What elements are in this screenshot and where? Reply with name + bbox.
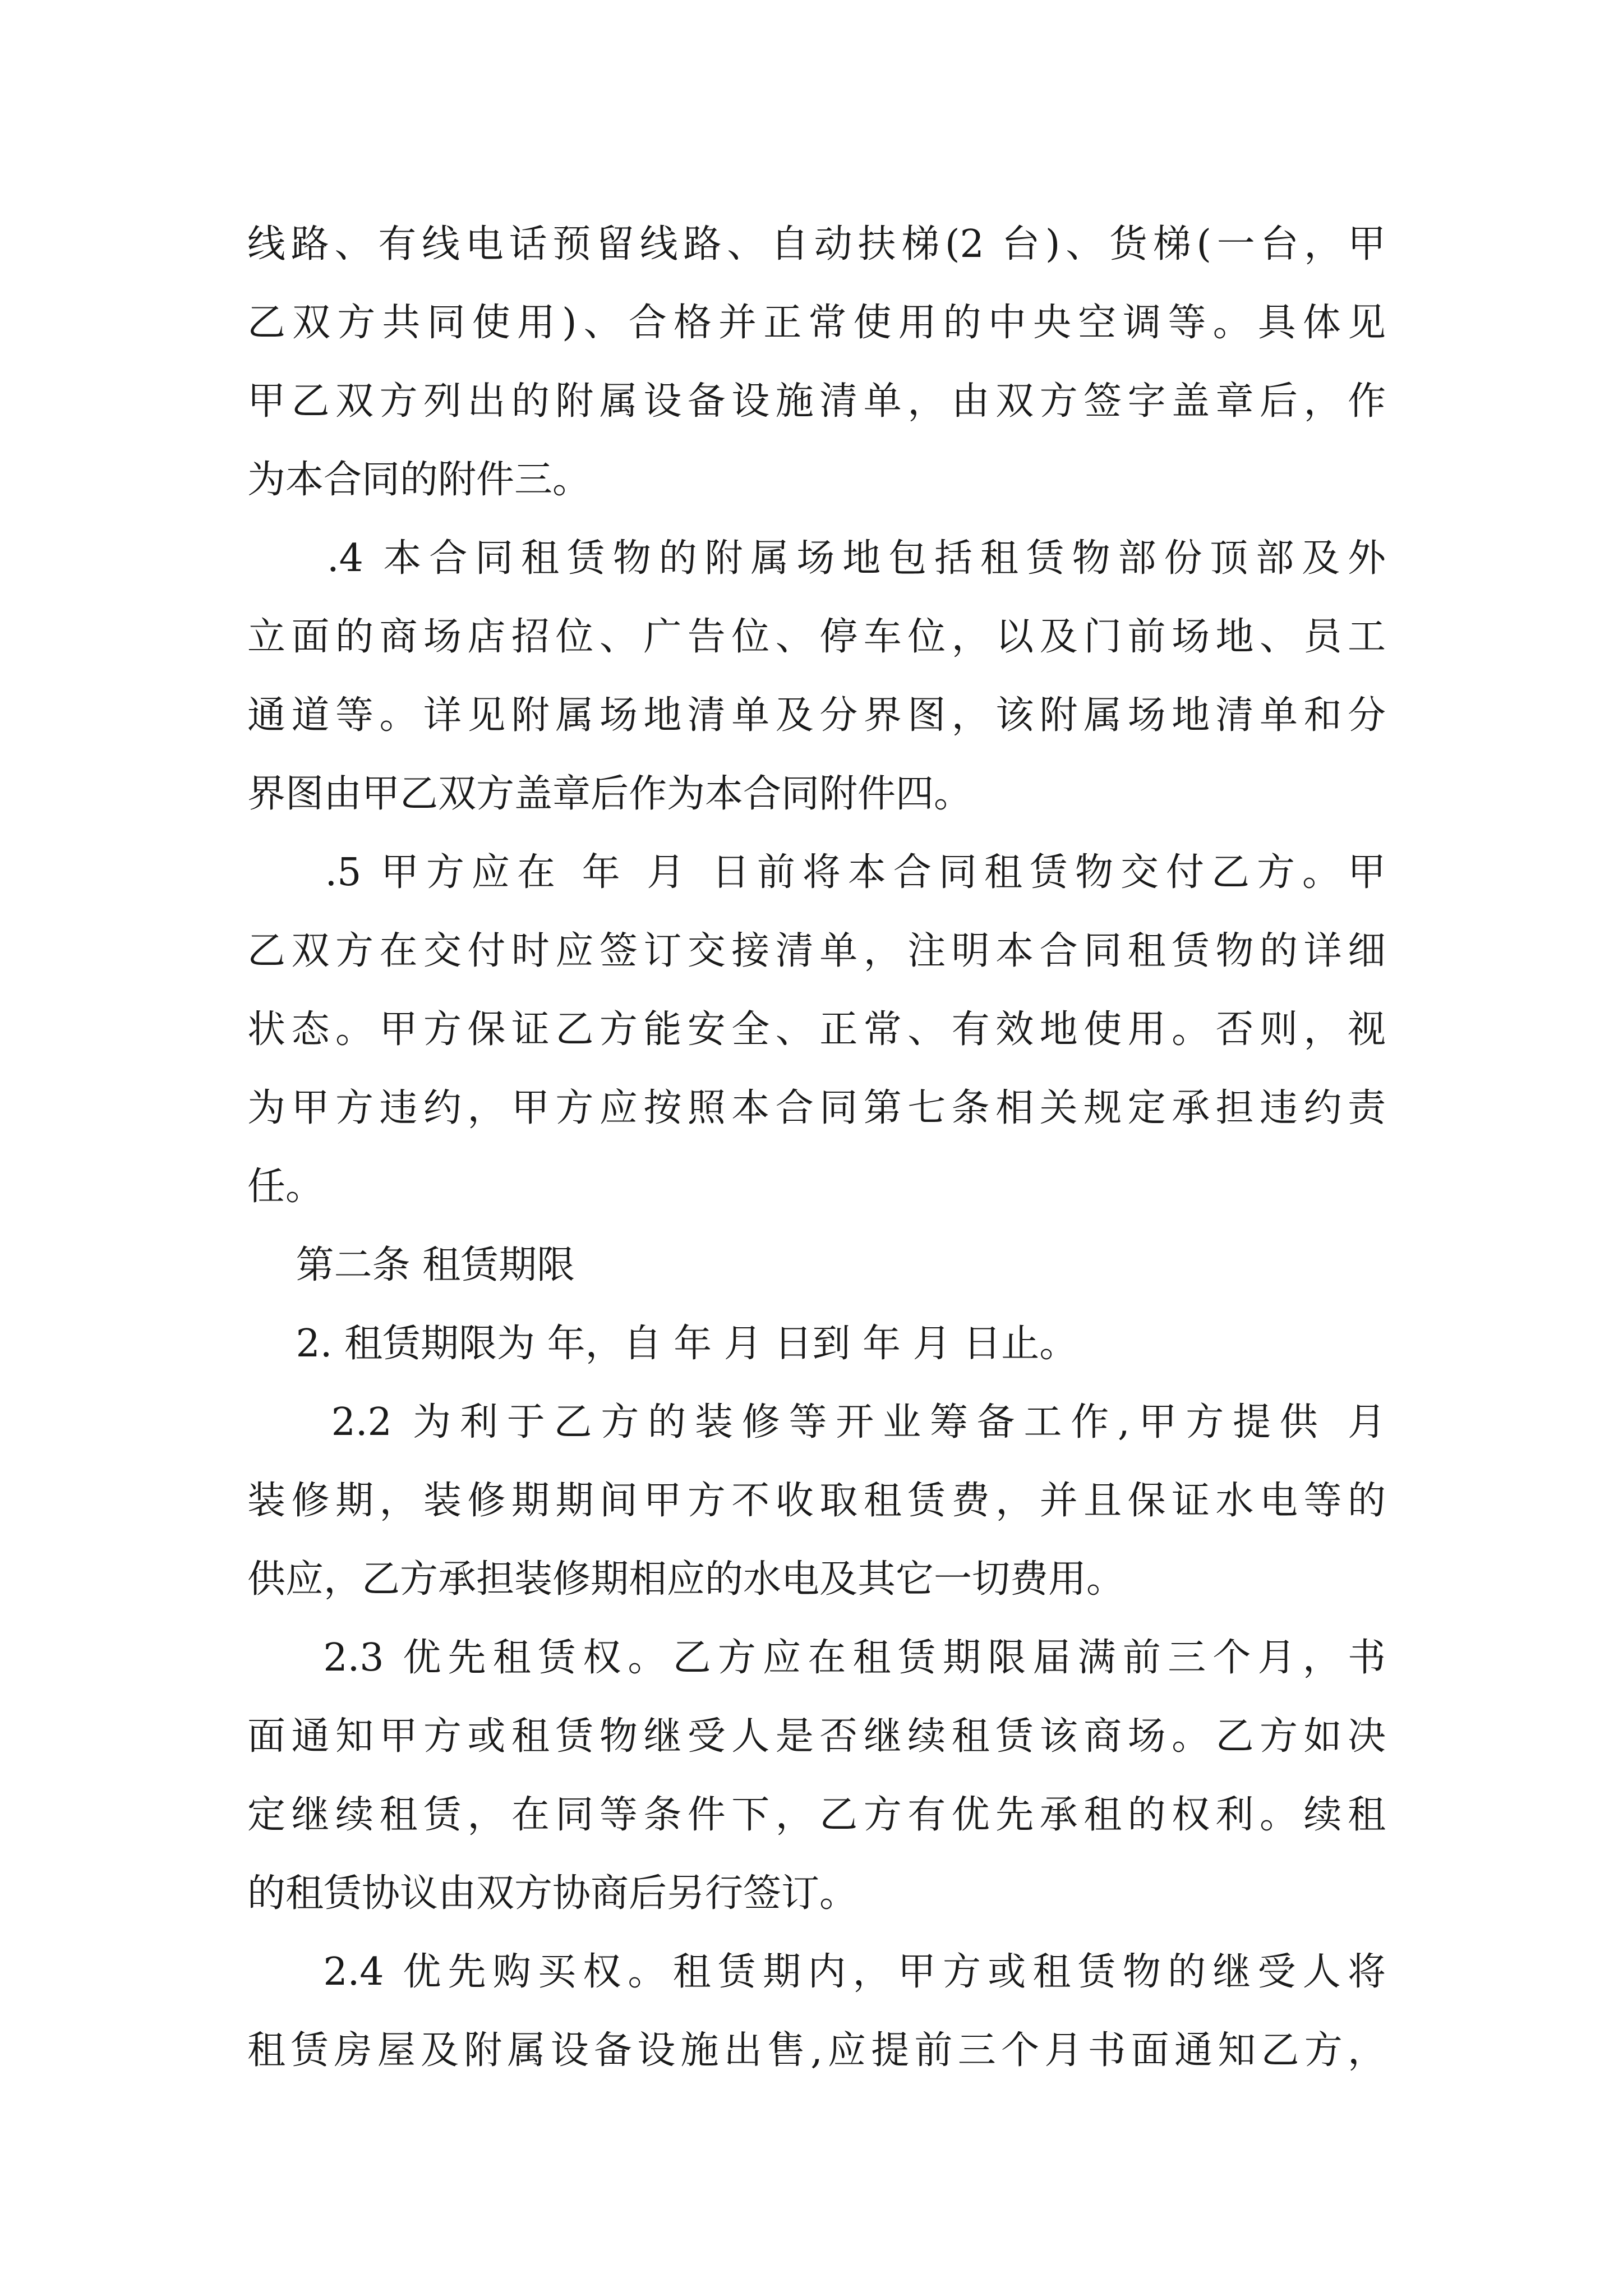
text-line: 通道等。详见附属场地清单及分界图，该附属场地清单和分 bbox=[247, 693, 1386, 738]
text-line: 装修期，装修期期间甲方不收取租赁费，并且保证水电等的 bbox=[247, 1479, 1386, 1523]
text-line: 2.3 优先租赁权。乙方应在租赁期限届满前三个月，书 bbox=[247, 1636, 1386, 1680]
text-line: 的租赁协议由双方协商后另行签订。 bbox=[247, 1871, 858, 1916]
text-line: 线路、有线电话预留线路、自动扶梯(2 台)、货梯(一台，甲 bbox=[247, 222, 1386, 266]
text-line: 为本合同的附件三。 bbox=[247, 458, 591, 502]
text-line: 界图由甲乙双方盖章后作为本合同附件四。 bbox=[247, 772, 972, 816]
text-line: 为甲方违约，甲方应按照本合同第七条相关规定承担违约责 bbox=[247, 1086, 1386, 1130]
text-line: 任。 bbox=[247, 1165, 324, 1209]
text-line: 租赁房屋及附属设备设施出售,应提前三个月书面通知乙方， bbox=[247, 2028, 1386, 2073]
section-heading: 第二条 租赁期限 bbox=[247, 1243, 575, 1287]
text-line: 2.2 为利于乙方的装修等开业筹备工作,甲方提供 月 bbox=[247, 1400, 1386, 1444]
text-line: 状态。甲方保证乙方能安全、正常、有效地使用。否则，视 bbox=[247, 1007, 1386, 1052]
text-line: 供应，乙方承担装修期相应的水电及其它一切费用。 bbox=[247, 1557, 1125, 1602]
text-line: 立面的商场店招位、广告位、停车位，以及门前场地、员工 bbox=[247, 615, 1386, 659]
text-line: 乙双方共同使用)、合格并正常使用的中央空调等。具体见 bbox=[247, 301, 1386, 345]
text-line: 甲乙双方列出的附属设备设施清单，由双方签字盖章后，作 bbox=[247, 379, 1386, 424]
text-line: 面通知甲方或租赁物继受人是否继续租赁该商场。乙方如决 bbox=[247, 1714, 1386, 1759]
text-line: 定继续租赁，在同等条件下，乙方有优先承租的权利。续租 bbox=[247, 1793, 1386, 1837]
text-line: 2.4 优先购买权。租赁期内，甲方或租赁物的继受人将 bbox=[247, 1950, 1386, 1994]
text-line: 2. 租赁期限为 年，自 年 月 日到 年 月 日止。 bbox=[247, 1322, 1078, 1366]
text-line: 乙双方在交付时应签订交接清单，注明本合同租赁物的详细 bbox=[247, 929, 1386, 973]
text-line: .4 本合同租赁物的附属场地包括租赁物部份顶部及外 bbox=[247, 536, 1386, 581]
text-line: .5 甲方应在 年 月 日前将本合同租赁物交付乙方。甲 bbox=[247, 850, 1386, 895]
